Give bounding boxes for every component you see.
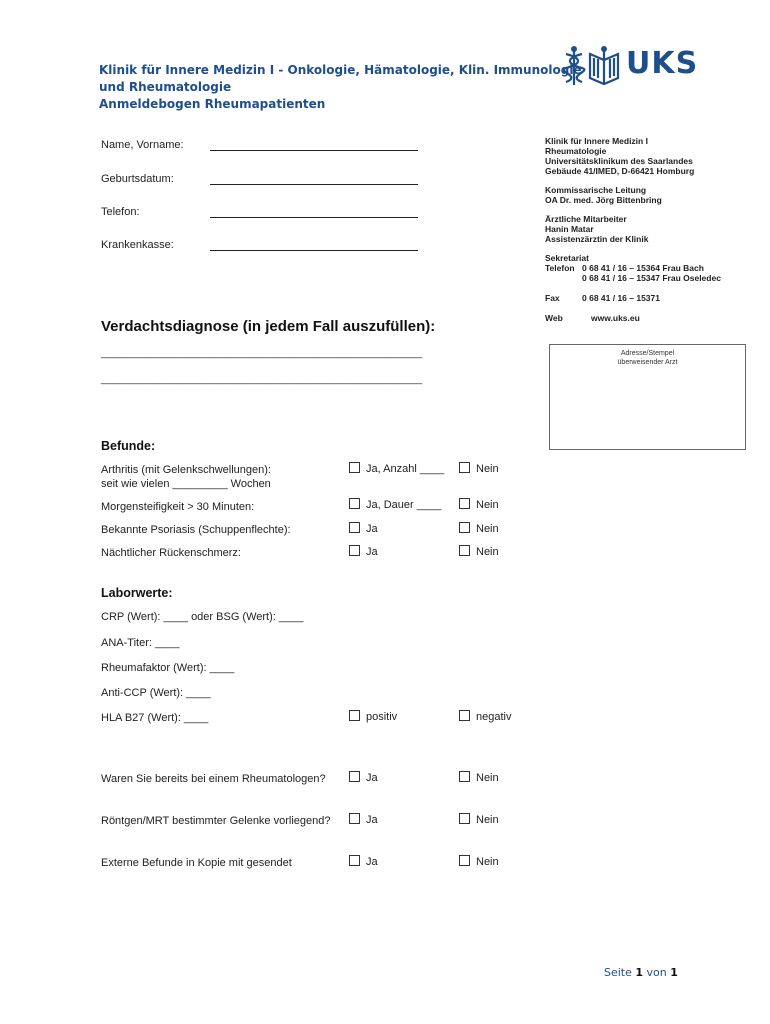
checkbox-icon[interactable] [459,710,470,721]
staff-block [545,214,648,244]
option-label: negativ [476,711,512,723]
hla-positive-option[interactable] [349,710,397,723]
checkbox-icon[interactable] [349,545,360,556]
ana-titer-field[interactable]: ANA-Titer: ____ [101,637,180,649]
befunde-title: Befunde: [101,439,156,453]
current-page: 1 [635,966,644,979]
imaging-question: Röntgen/MRT bestimmter Gelenke vorliegend? [101,815,331,827]
option-label: Ja, Anzahl ____ [366,463,445,475]
befund-arthritis-weeks[interactable]: seit wie vielen _________ Wochen [101,478,271,490]
checkbox-icon[interactable] [459,462,470,473]
leitung-title: Kommissarische Leitung [545,185,647,195]
external-reports-question: Externe Befunde in Kopie mit gesendet [101,857,292,869]
laborwerte-title: Laborwerte: [101,586,173,600]
option-label: positiv [366,711,398,723]
staff-name: Hanin Matar [545,224,594,234]
rheumafaktor-field[interactable]: Rheumafaktor (Wert): ____ [101,662,235,674]
staff-role: Assistenzärztin der Klinik [545,234,649,244]
befund-psoriasis-label: Bekannte Psoriasis (Schuppenflechte): [101,524,291,536]
option-label: Ja, Dauer ____ [366,499,442,511]
page-number [604,966,678,979]
checkbox-icon[interactable] [459,498,470,509]
option-label: Nein [476,546,499,558]
befund-arthritis-label: Arthritis (mit Gelenkschwellungen): [101,464,271,476]
anti-ccp-field[interactable]: Anti-CCP (Wert): ____ [101,687,211,699]
birthdate-field[interactable] [210,184,418,185]
uks-caduceus-emblem-icon [560,44,622,88]
rheumatologist-yes-option[interactable] [349,771,378,784]
stiffness-no-option[interactable] [459,498,499,511]
checkbox-icon[interactable] [349,771,360,782]
backpain-no-option[interactable] [459,545,499,558]
stamp-label-1: Adresse/Stempel [620,350,675,357]
stamp-label-2: überweisender Arzt [617,359,678,366]
web-line [545,313,640,323]
fax-number: 0 68 41 / 16 – 15371 [582,293,660,303]
option-label: Nein [476,499,499,511]
arthritis-no-option[interactable] [459,462,499,475]
page-prefix: Seite [604,966,632,979]
leitung-name: OA Dr. med. Jörg Bittenbring [545,195,662,205]
header-line-1: Klinik für Innere Medizin I - Onkologie, Hämatologie, Klin. Immunologie [99,63,582,77]
option-label: Ja [366,523,378,535]
checkbox-icon[interactable] [459,545,470,556]
address-line: Klinik für Innere Medizin I [545,136,648,146]
stiffness-yes-option[interactable] [349,498,441,511]
option-label: Ja [366,814,378,826]
diagnosis-line-1[interactable]: _______________________________________________________ [101,347,423,359]
phone-label: Telefon: [101,206,140,218]
diagnosis-title: Verdachtsdiagnose (in jedem Fall auszufüllen): [101,318,436,335]
secretariat-block [545,253,721,283]
web-address: www.uks.eu [591,313,640,323]
rheumatologist-question: Waren Sie bereits bei einem Rheumatologen? [101,773,326,785]
option-label: Ja [366,546,378,558]
crp-bsg-field[interactable]: CRP (Wert): ____ oder BSG (Wert): ____ [101,611,304,623]
option-label: Nein [476,772,499,784]
checkbox-icon[interactable] [459,522,470,533]
befund-morning-stiffness-label: Morgensteifigkeit > 30 Minuten: [101,501,255,513]
imaging-yes-option[interactable] [349,813,378,826]
phone-field[interactable] [210,217,418,218]
checkbox-icon[interactable] [459,855,470,866]
backpain-yes-option[interactable] [349,545,378,558]
logo-text: UKS [626,46,699,81]
insurance-field[interactable] [210,250,418,251]
secretariat-title: Sekretariat [545,253,589,263]
checkbox-icon[interactable] [349,522,360,533]
checkbox-icon[interactable] [349,813,360,824]
fax-label: Fax [545,293,560,303]
befund-question [101,463,271,491]
arthritis-yes-option[interactable] [349,462,444,475]
web-label: Web [545,313,563,323]
leitung-block [545,185,662,205]
diagnosis-line-2[interactable]: _______________________________________________________ [101,373,423,385]
name-label: Name, Vorname: [101,139,184,151]
phone-label: Telefon [545,263,575,273]
hla-b27-field[interactable]: HLA B27 (Wert): ____ [101,712,209,724]
uks-logo [560,44,710,88]
psoriasis-no-option[interactable] [459,522,499,535]
checkbox-icon[interactable] [349,498,360,509]
total-pages: 1 [670,966,678,979]
checkbox-icon[interactable] [459,771,470,782]
external-reports-no-option[interactable] [459,855,499,868]
phone-number-1: 0 68 41 / 16 – 15364 Frau Bach [582,263,704,273]
clinic-address [545,136,694,176]
option-label: Ja [366,856,378,868]
hla-negative-option[interactable] [459,710,511,723]
psoriasis-yes-option[interactable] [349,522,378,535]
staff-title: Ärztliche Mitarbeiter [545,214,627,224]
clinic-header [99,62,582,113]
birthdate-label: Geburtsdatum: [101,173,174,185]
option-label: Nein [476,523,499,535]
option-label: Nein [476,814,499,826]
insurance-label: Krankenkasse: [101,239,174,251]
option-label: Nein [476,463,499,475]
name-field[interactable] [210,150,418,151]
fax-line [545,293,660,303]
checkbox-icon[interactable] [349,710,360,721]
befund-back-pain-label: Nächtlicher Rückenschmerz: [101,547,241,559]
phone-number-2: 0 68 41 / 16 – 15347 Frau Oseledec [582,273,721,283]
address-line: Rheumatologie [545,146,607,156]
checkbox-icon[interactable] [459,813,470,824]
referrer-stamp-box[interactable] [549,344,746,450]
rheumatologist-no-option[interactable] [459,771,499,784]
option-label: Ja [366,772,378,784]
form-title: Anmeldebogen Rheumapatienten [99,97,326,111]
imaging-no-option[interactable] [459,813,499,826]
external-reports-yes-option[interactable] [349,855,378,868]
address-line: Universitätsklinikum des Saarlandes [545,156,693,166]
option-label: Nein [476,856,499,868]
checkbox-icon[interactable] [349,462,360,473]
header-line-2: und Rheumatologie [99,80,232,94]
address-line: Gebäude 41/IMED, D-66421 Homburg [545,166,695,176]
checkbox-icon[interactable] [349,855,360,866]
page-mid: von [646,966,667,979]
